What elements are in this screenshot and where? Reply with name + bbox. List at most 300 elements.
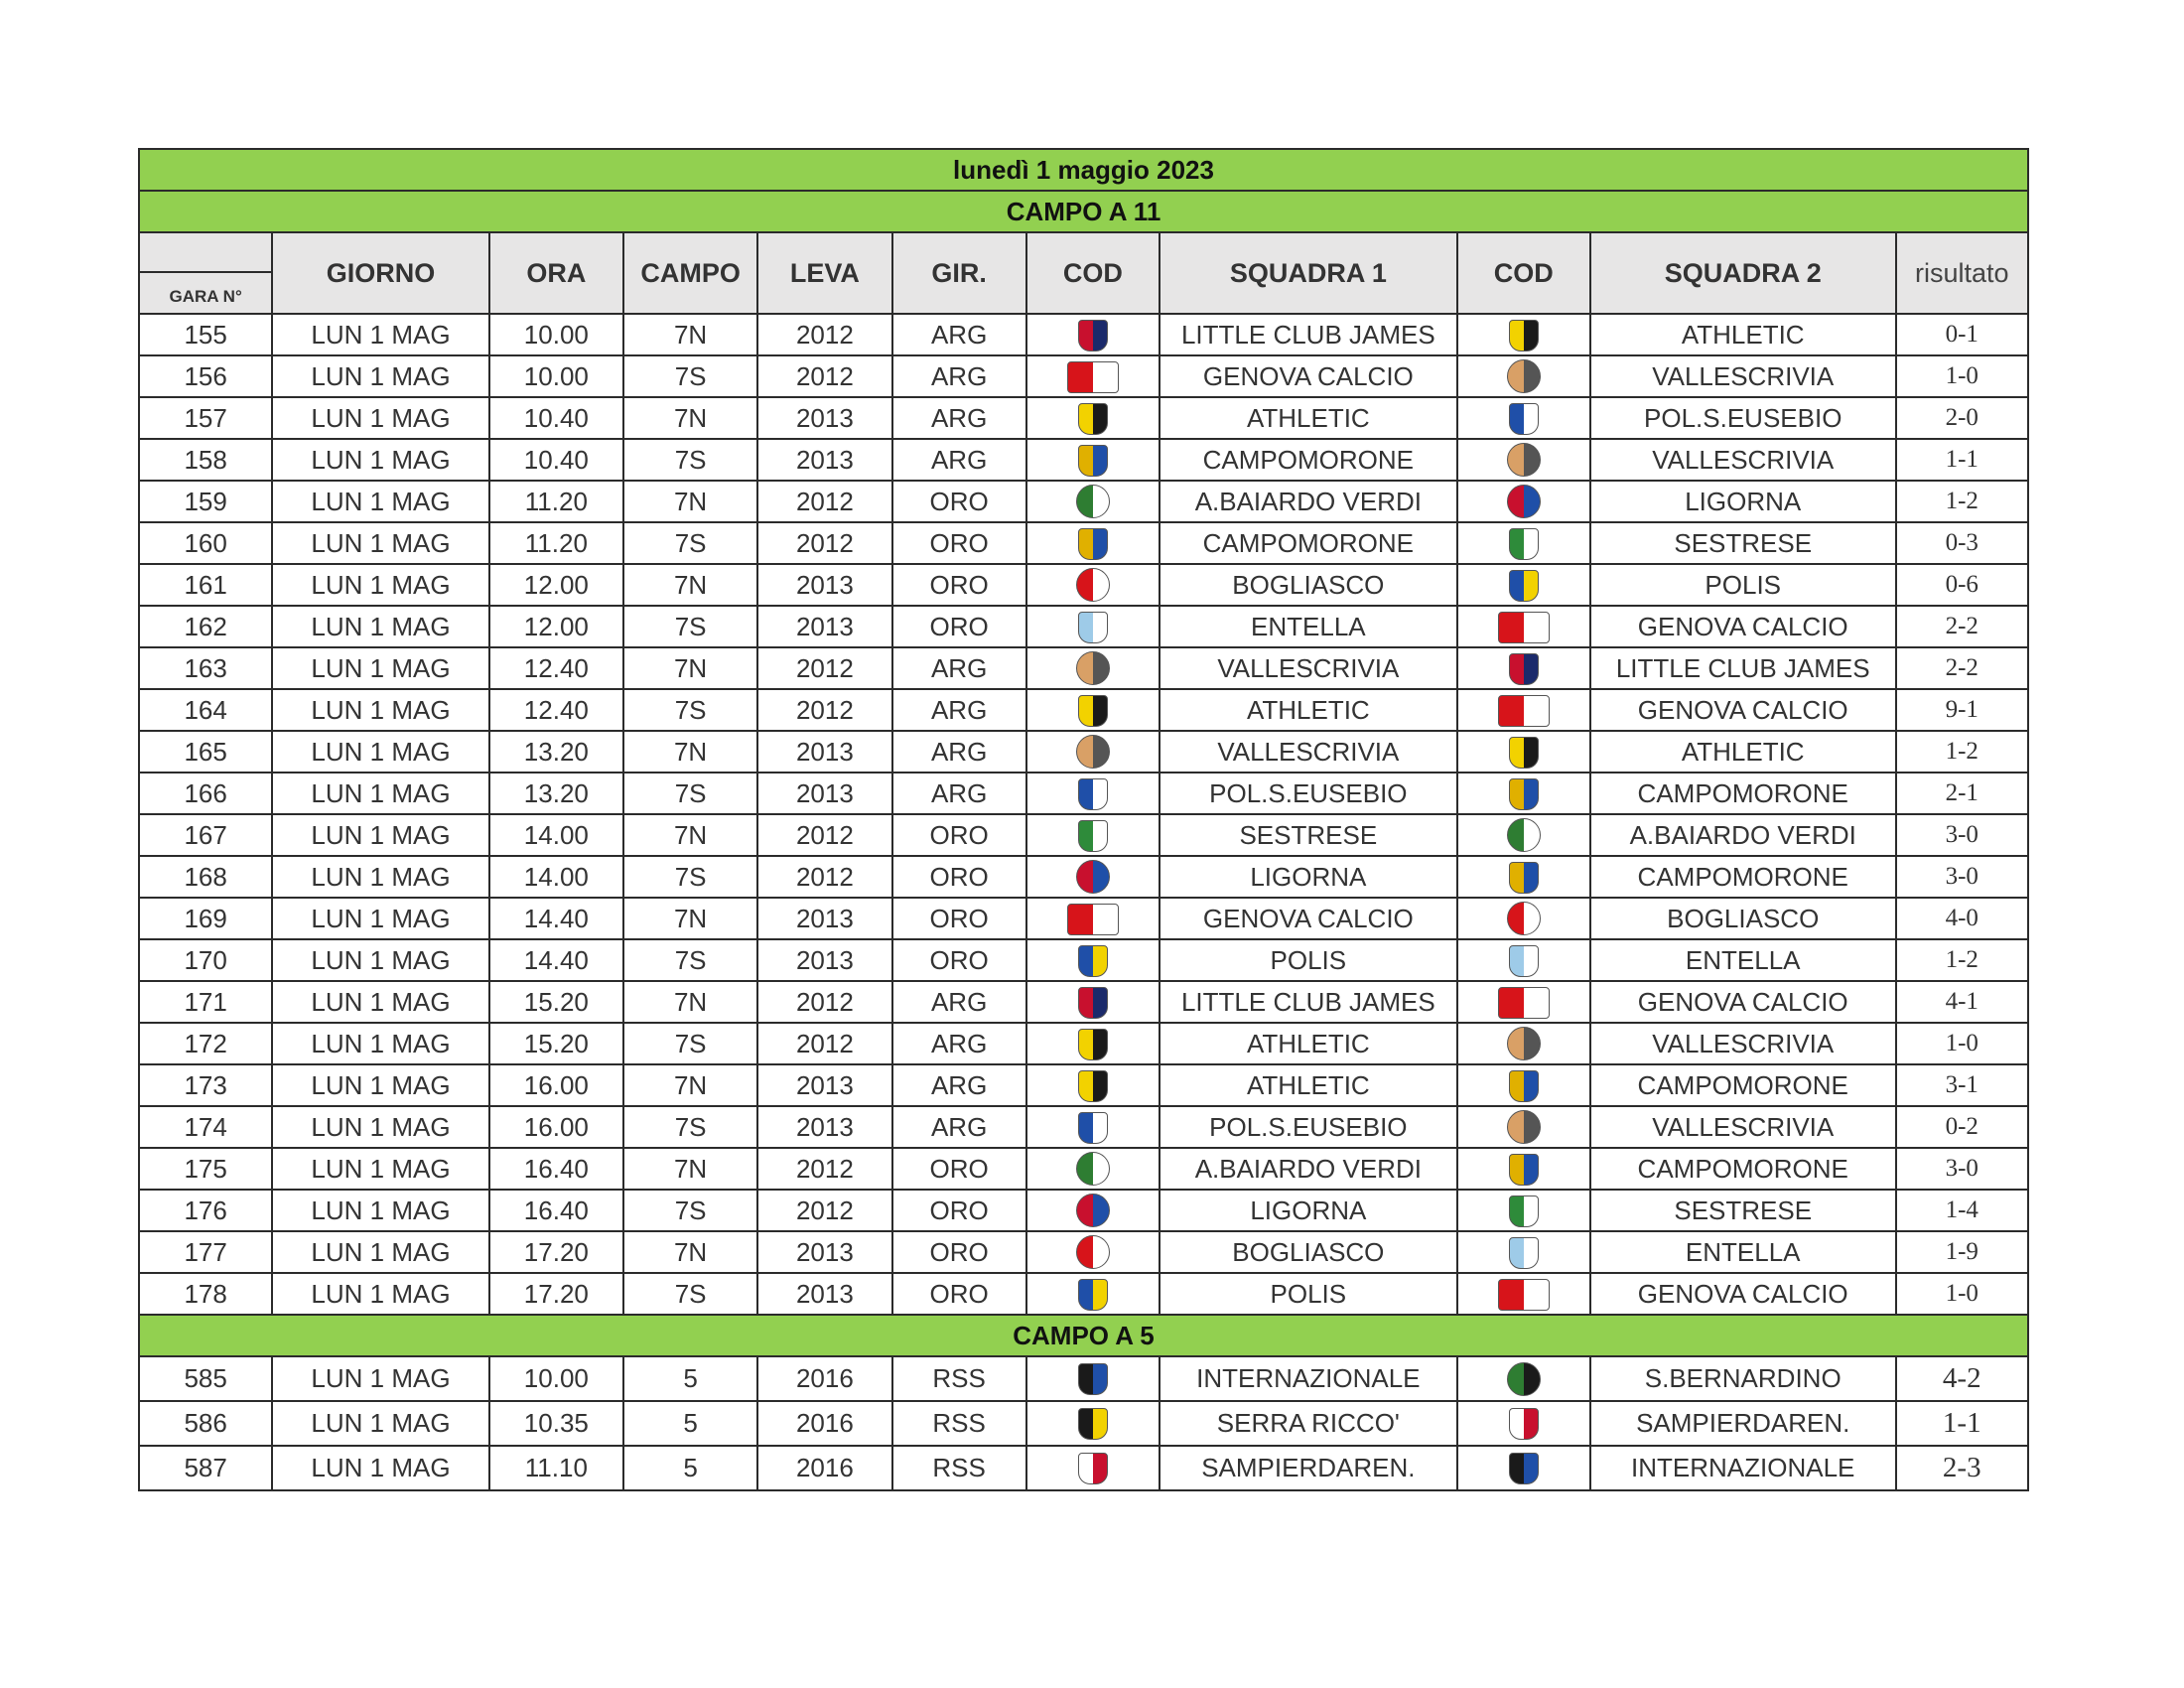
match-year: 2012 — [757, 1023, 891, 1064]
match-time: 16.00 — [489, 1064, 623, 1106]
match-field: 5 — [623, 1356, 757, 1401]
team-1-name: ATHLETIC — [1160, 397, 1457, 439]
internazionale-logo — [1078, 1363, 1108, 1395]
team-2-name: INTERNAZIONALE — [1590, 1446, 1896, 1490]
section-title-11: CAMPO A 11 — [139, 191, 2028, 232]
team-2-name: BOGLIASCO — [1590, 898, 1896, 939]
match-field: 7S — [623, 1023, 757, 1064]
match-result: 1-4 — [1896, 1190, 2028, 1231]
match-result: 4-2 — [1896, 1356, 2028, 1401]
table-row — [139, 898, 2028, 939]
match-year: 2013 — [757, 898, 891, 939]
match-year: 2012 — [757, 814, 891, 856]
team-2-code — [1457, 481, 1590, 522]
match-number: 171 — [139, 981, 272, 1023]
team-2-code — [1457, 731, 1590, 773]
match-field: 7S — [623, 1190, 757, 1231]
match-year: 2013 — [757, 1064, 891, 1106]
match-day: LUN 1 MAG — [272, 1190, 488, 1231]
vallescrivia-logo — [1507, 1110, 1541, 1144]
team-2-code — [1457, 939, 1590, 981]
team-1-name: SAMPIERDAREN. — [1160, 1446, 1457, 1490]
match-group: ARG — [892, 1106, 1026, 1148]
bogliasco-logo — [1076, 568, 1110, 602]
match-group: ORO — [892, 939, 1026, 981]
team-2-name: GENOVA CALCIO — [1590, 981, 1896, 1023]
match-number: 168 — [139, 856, 272, 898]
header-row — [139, 232, 2028, 314]
match-number: 159 — [139, 481, 272, 522]
match-field: 7N — [623, 1231, 757, 1273]
team-1-name: LIGORNA — [1160, 1190, 1457, 1231]
match-group: ORO — [892, 1231, 1026, 1273]
match-time: 12.40 — [489, 689, 623, 731]
team-1-name: LIGORNA — [1160, 856, 1457, 898]
match-field: 5 — [623, 1446, 757, 1490]
match-group: ORO — [892, 481, 1026, 522]
match-number: 587 — [139, 1446, 272, 1490]
table-row — [139, 564, 2028, 606]
team-2-code — [1457, 1064, 1590, 1106]
match-field: 7S — [623, 439, 757, 481]
match-time: 10.00 — [489, 314, 623, 355]
match-year: 2012 — [757, 355, 891, 397]
internazionale-logo — [1509, 1453, 1539, 1484]
team-2-code — [1457, 439, 1590, 481]
table-row — [139, 856, 2028, 898]
match-group: ARG — [892, 731, 1026, 773]
genova-calcio-logo — [1498, 612, 1550, 643]
match-year: 2013 — [757, 564, 891, 606]
bogliasco-logo — [1507, 902, 1541, 935]
match-year: 2013 — [757, 773, 891, 814]
section-title-5: CAMPO A 5 — [139, 1315, 2028, 1356]
match-day: LUN 1 MAG — [272, 1023, 488, 1064]
match-day: LUN 1 MAG — [272, 1356, 488, 1401]
match-time: 17.20 — [489, 1231, 623, 1273]
team-2-code — [1457, 898, 1590, 939]
match-group: ARG — [892, 1023, 1026, 1064]
match-time: 13.20 — [489, 731, 623, 773]
match-number: 158 — [139, 439, 272, 481]
team-2-code — [1457, 647, 1590, 689]
team-2-name: LITTLE CLUB JAMES — [1590, 647, 1896, 689]
team-1-name: POLIS — [1160, 939, 1457, 981]
match-field: 7N — [623, 814, 757, 856]
match-number: 169 — [139, 898, 272, 939]
team-2-name: ENTELLA — [1590, 1231, 1896, 1273]
team-1-code — [1026, 814, 1160, 856]
serra-ricco-logo — [1078, 1408, 1108, 1440]
team-1-name: INTERNAZIONALE — [1160, 1356, 1457, 1401]
team-2-code — [1457, 1273, 1590, 1315]
team-1-code — [1026, 1356, 1160, 1401]
match-day: LUN 1 MAG — [272, 439, 488, 481]
match-number: 172 — [139, 1023, 272, 1064]
team-2-name: VALLESCRIVIA — [1590, 439, 1896, 481]
genova-calcio-logo — [1498, 987, 1550, 1019]
entella-logo — [1509, 945, 1539, 977]
match-result: 1-0 — [1896, 355, 2028, 397]
table-row — [139, 1190, 2028, 1231]
team-1-name: POL.S.EUSEBIO — [1160, 1106, 1457, 1148]
team-2-code — [1457, 397, 1590, 439]
little-club-james-logo — [1078, 320, 1108, 352]
match-year: 2013 — [757, 439, 891, 481]
team-1-name: ATHLETIC — [1160, 689, 1457, 731]
ligorna-logo — [1076, 1194, 1110, 1227]
vallescrivia-logo — [1076, 735, 1110, 769]
team-2-code — [1457, 1356, 1590, 1401]
match-day: LUN 1 MAG — [272, 606, 488, 647]
header-cod-2: COD — [1457, 232, 1590, 314]
match-group: ORO — [892, 1190, 1026, 1231]
header-leva: LEVA — [757, 232, 891, 314]
match-day: LUN 1 MAG — [272, 1148, 488, 1190]
match-number: 167 — [139, 814, 272, 856]
match-field: 5 — [623, 1401, 757, 1446]
match-day: LUN 1 MAG — [272, 564, 488, 606]
match-time: 10.00 — [489, 1356, 623, 1401]
team-1-code — [1026, 773, 1160, 814]
team-1-code — [1026, 314, 1160, 355]
team-2-code — [1457, 522, 1590, 564]
a-baiardo-verdi-logo — [1076, 485, 1110, 518]
match-day: LUN 1 MAG — [272, 647, 488, 689]
campomorone-logo — [1078, 445, 1108, 477]
team-1-code — [1026, 939, 1160, 981]
sestrese-logo — [1078, 820, 1108, 852]
polis-logo — [1078, 1279, 1108, 1311]
match-year: 2012 — [757, 522, 891, 564]
table-row — [139, 439, 2028, 481]
athletic-logo — [1078, 695, 1108, 727]
match-group: ARG — [892, 773, 1026, 814]
team-1-name: GENOVA CALCIO — [1160, 355, 1457, 397]
match-day: LUN 1 MAG — [272, 689, 488, 731]
match-day: LUN 1 MAG — [272, 731, 488, 773]
match-year: 2016 — [757, 1356, 891, 1401]
match-group: ORO — [892, 898, 1026, 939]
team-1-code — [1026, 1148, 1160, 1190]
match-number: 177 — [139, 1231, 272, 1273]
match-field: 7N — [623, 481, 757, 522]
match-field: 7N — [623, 731, 757, 773]
match-year: 2012 — [757, 689, 891, 731]
table-row — [139, 939, 2028, 981]
match-year: 2012 — [757, 647, 891, 689]
match-time: 15.20 — [489, 1023, 623, 1064]
match-day: LUN 1 MAG — [272, 1401, 488, 1446]
genova-calcio-logo — [1067, 904, 1119, 935]
match-year: 2016 — [757, 1446, 891, 1490]
vallescrivia-logo — [1507, 359, 1541, 393]
match-result: 3-0 — [1896, 856, 2028, 898]
match-time: 11.20 — [489, 481, 623, 522]
entella-logo — [1509, 1237, 1539, 1269]
table-row — [139, 397, 2028, 439]
match-time: 12.40 — [489, 647, 623, 689]
match-time: 14.00 — [489, 856, 623, 898]
header-risultato: risultato — [1896, 232, 2028, 314]
section-row-11 — [139, 191, 2028, 232]
match-result: 3-0 — [1896, 814, 2028, 856]
athletic-logo — [1078, 403, 1108, 435]
match-number: 585 — [139, 1356, 272, 1401]
match-result: 1-0 — [1896, 1023, 2028, 1064]
ligorna-logo — [1076, 860, 1110, 894]
match-day: LUN 1 MAG — [272, 1064, 488, 1106]
team-2-name: LIGORNA — [1590, 481, 1896, 522]
match-number: 160 — [139, 522, 272, 564]
match-group: ORO — [892, 1148, 1026, 1190]
match-number: 162 — [139, 606, 272, 647]
team-2-code — [1457, 1231, 1590, 1273]
table-row — [139, 1106, 2028, 1148]
match-group: ARG — [892, 314, 1026, 355]
team-2-name: SESTRESE — [1590, 1190, 1896, 1231]
team-1-code — [1026, 689, 1160, 731]
campomorone-logo — [1509, 1070, 1539, 1102]
team-1-code — [1026, 606, 1160, 647]
match-result: 9-1 — [1896, 689, 2028, 731]
match-number: 166 — [139, 773, 272, 814]
match-group: RSS — [892, 1356, 1026, 1401]
table-row — [139, 522, 2028, 564]
match-year: 2012 — [757, 314, 891, 355]
match-result: 2-0 — [1896, 397, 2028, 439]
match-result: 1-1 — [1896, 439, 2028, 481]
team-2-name: GENOVA CALCIO — [1590, 606, 1896, 647]
match-day: LUN 1 MAG — [272, 522, 488, 564]
match-day: LUN 1 MAG — [272, 1446, 488, 1490]
table-row — [139, 773, 2028, 814]
table-row — [139, 1356, 2028, 1401]
genova-calcio-logo — [1498, 1279, 1550, 1311]
match-result: 0-6 — [1896, 564, 2028, 606]
match-time: 14.40 — [489, 898, 623, 939]
table-row — [139, 1446, 2028, 1490]
match-year: 2016 — [757, 1401, 891, 1446]
athletic-logo — [1078, 1029, 1108, 1060]
genova-calcio-logo — [1067, 361, 1119, 393]
vallescrivia-logo — [1076, 651, 1110, 685]
team-2-name: ATHLETIC — [1590, 731, 1896, 773]
table-row — [139, 1231, 2028, 1273]
table-row — [139, 647, 2028, 689]
match-field: 7S — [623, 1106, 757, 1148]
team-1-code — [1026, 731, 1160, 773]
match-day: LUN 1 MAG — [272, 355, 488, 397]
match-group: ORO — [892, 856, 1026, 898]
campomorone-logo — [1509, 778, 1539, 810]
team-2-code — [1457, 314, 1590, 355]
team-1-code — [1026, 522, 1160, 564]
match-time: 10.40 — [489, 397, 623, 439]
polis-logo — [1509, 570, 1539, 602]
schedule-body — [139, 149, 2028, 1490]
match-day: LUN 1 MAG — [272, 773, 488, 814]
match-result: 3-1 — [1896, 1064, 2028, 1106]
team-2-code — [1457, 856, 1590, 898]
team-2-code — [1457, 1446, 1590, 1490]
team-1-name: ATHLETIC — [1160, 1064, 1457, 1106]
match-result: 1-2 — [1896, 731, 2028, 773]
team-2-name: VALLESCRIVIA — [1590, 355, 1896, 397]
team-1-name: CAMPOMORONE — [1160, 522, 1457, 564]
team-2-code — [1457, 355, 1590, 397]
match-group: ORO — [892, 564, 1026, 606]
match-group: ARG — [892, 355, 1026, 397]
match-result: 1-0 — [1896, 1273, 2028, 1315]
team-2-code — [1457, 606, 1590, 647]
match-field: 7S — [623, 355, 757, 397]
bogliasco-logo — [1076, 1235, 1110, 1269]
match-time: 10.35 — [489, 1401, 623, 1446]
team-1-code — [1026, 647, 1160, 689]
table-row — [139, 1148, 2028, 1190]
match-group: ORO — [892, 814, 1026, 856]
match-field: 7S — [623, 939, 757, 981]
match-time: 16.00 — [489, 1106, 623, 1148]
match-field: 7S — [623, 522, 757, 564]
match-result: 2-3 — [1896, 1446, 2028, 1490]
team-1-code — [1026, 397, 1160, 439]
match-result: 2-1 — [1896, 773, 2028, 814]
match-time: 14.40 — [489, 939, 623, 981]
section-row-5 — [139, 1315, 2028, 1356]
match-number: 163 — [139, 647, 272, 689]
header-ora: ORA — [489, 232, 623, 314]
table-row — [139, 1023, 2028, 1064]
match-number: 178 — [139, 1273, 272, 1315]
match-result: 0-2 — [1896, 1106, 2028, 1148]
match-result: 4-1 — [1896, 981, 2028, 1023]
match-group: ARG — [892, 689, 1026, 731]
table-row — [139, 981, 2028, 1023]
team-1-code — [1026, 1446, 1160, 1490]
a-baiardo-verdi-logo — [1076, 1152, 1110, 1186]
match-group: ARG — [892, 397, 1026, 439]
athletic-logo — [1078, 1070, 1108, 1102]
match-day: LUN 1 MAG — [272, 814, 488, 856]
header-campo: CAMPO — [623, 232, 757, 314]
pol-s-eusebio-logo — [1078, 1112, 1108, 1144]
match-result: 3-0 — [1896, 1148, 2028, 1190]
team-2-code — [1457, 1190, 1590, 1231]
team-1-name: A.BAIARDO VERDI — [1160, 481, 1457, 522]
team-1-name: BOGLIASCO — [1160, 1231, 1457, 1273]
team-1-code — [1026, 1401, 1160, 1446]
ligorna-logo — [1507, 485, 1541, 518]
date-title: lunedì 1 maggio 2023 — [139, 149, 2028, 191]
team-2-code — [1457, 689, 1590, 731]
match-result: 1-2 — [1896, 481, 2028, 522]
match-number: 157 — [139, 397, 272, 439]
team-2-name: CAMPOMORONE — [1590, 1148, 1896, 1190]
match-number: 161 — [139, 564, 272, 606]
sestrese-logo — [1509, 528, 1539, 560]
team-1-name: POL.S.EUSEBIO — [1160, 773, 1457, 814]
match-day: LUN 1 MAG — [272, 481, 488, 522]
match-day: LUN 1 MAG — [272, 939, 488, 981]
match-group: ARG — [892, 647, 1026, 689]
team-1-code — [1026, 564, 1160, 606]
match-day: LUN 1 MAG — [272, 898, 488, 939]
match-day: LUN 1 MAG — [272, 314, 488, 355]
match-field: 7N — [623, 1064, 757, 1106]
table-row — [139, 606, 2028, 647]
entella-logo — [1078, 612, 1108, 643]
polis-logo — [1078, 945, 1108, 977]
match-field: 7N — [623, 564, 757, 606]
match-number: 173 — [139, 1064, 272, 1106]
table-row — [139, 1401, 2028, 1446]
match-field: 7S — [623, 773, 757, 814]
genova-calcio-logo — [1498, 695, 1550, 727]
team-1-name: VALLESCRIVIA — [1160, 731, 1457, 773]
match-time: 12.00 — [489, 606, 623, 647]
match-day: LUN 1 MAG — [272, 1231, 488, 1273]
athletic-logo — [1509, 737, 1539, 769]
header-gir: GIR. — [892, 232, 1026, 314]
match-day: LUN 1 MAG — [272, 1106, 488, 1148]
team-2-name: A.BAIARDO VERDI — [1590, 814, 1896, 856]
match-result: 1-9 — [1896, 1231, 2028, 1273]
match-year: 2013 — [757, 939, 891, 981]
team-1-name: ATHLETIC — [1160, 1023, 1457, 1064]
team-2-code — [1457, 1401, 1590, 1446]
match-result: 4-0 — [1896, 898, 2028, 939]
match-year: 2013 — [757, 1231, 891, 1273]
table-row — [139, 314, 2028, 355]
match-result: 0-1 — [1896, 314, 2028, 355]
a-baiardo-verdi-logo — [1507, 818, 1541, 852]
team-2-name: CAMPOMORONE — [1590, 773, 1896, 814]
team-2-code — [1457, 1023, 1590, 1064]
table-row — [139, 731, 2028, 773]
match-day: LUN 1 MAG — [272, 856, 488, 898]
match-time: 11.20 — [489, 522, 623, 564]
schedule-table — [138, 148, 2029, 1491]
match-group: ARG — [892, 1064, 1026, 1106]
team-2-name: S.BERNARDINO — [1590, 1356, 1896, 1401]
team-1-name: CAMPOMORONE — [1160, 439, 1457, 481]
team-1-name: VALLESCRIVIA — [1160, 647, 1457, 689]
match-field: 7N — [623, 1148, 757, 1190]
vallescrivia-logo — [1507, 1027, 1541, 1060]
match-field: 7S — [623, 1273, 757, 1315]
match-result: 2-2 — [1896, 647, 2028, 689]
match-year: 2012 — [757, 481, 891, 522]
header-cod-1: COD — [1026, 232, 1160, 314]
match-field: 7N — [623, 898, 757, 939]
match-group: ORO — [892, 1273, 1026, 1315]
match-day: LUN 1 MAG — [272, 397, 488, 439]
match-year: 2012 — [757, 981, 891, 1023]
header-squadra-1: SQUADRA 1 — [1160, 232, 1457, 314]
match-time: 16.40 — [489, 1190, 623, 1231]
match-number: 155 — [139, 314, 272, 355]
match-group: ARG — [892, 439, 1026, 481]
match-field: 7N — [623, 981, 757, 1023]
table-row — [139, 689, 2028, 731]
team-2-code — [1457, 564, 1590, 606]
campomorone-logo — [1078, 528, 1108, 560]
header-gara — [139, 232, 272, 314]
match-year: 2013 — [757, 731, 891, 773]
team-2-name: CAMPOMORONE — [1590, 1064, 1896, 1106]
